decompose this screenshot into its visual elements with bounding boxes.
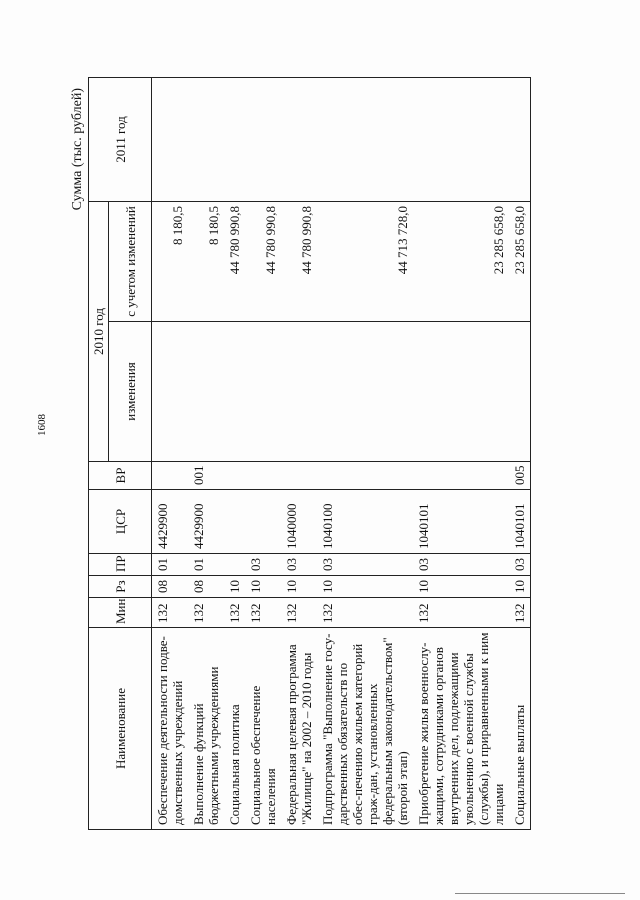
cell-rz: 10 (317, 576, 413, 598)
cell-pr: 03 (509, 554, 531, 576)
cell-pr: 01 (152, 554, 189, 576)
cell-2011 (245, 78, 281, 202)
cell-changes (317, 322, 413, 462)
header-name: Наименование (89, 628, 152, 830)
cell-min: 132 (317, 598, 413, 628)
table-row (245, 78, 281, 830)
table-row (224, 78, 245, 830)
cell-csr: 1040101 (413, 490, 509, 554)
cell-2011 (188, 78, 224, 202)
table-header (89, 78, 152, 830)
table-row (317, 78, 413, 830)
cell-changes (281, 322, 317, 462)
cell-vr (245, 462, 281, 490)
cell-name: Федеральная целевая программа "Жилище" на 2002 – 2010 годы (281, 628, 317, 830)
cell-2011 (152, 78, 189, 202)
cell-csr (245, 490, 281, 554)
cell-min: 132 (152, 598, 189, 628)
table-row (188, 78, 224, 830)
cell-rz: 10 (509, 576, 531, 598)
units-caption: Сумма (тыс. рублей) (70, 88, 85, 211)
header-year-2010: 2010 год (89, 202, 109, 462)
cell-changes (152, 322, 189, 462)
cell-rz: 08 (188, 576, 224, 598)
cell-csr: 1040100 (317, 490, 413, 554)
cell-with-changes: 44 780 990,8 (245, 202, 281, 322)
cell-pr: 03 (317, 554, 413, 576)
cell-with-changes: 8 180,5 (152, 202, 189, 322)
cell-name: Социальное обеспечение населения (245, 628, 281, 830)
cell-2011 (281, 78, 317, 202)
cell-with-changes: 23 285 658,0 (413, 202, 509, 322)
cell-2011 (509, 78, 531, 202)
cell-with-changes: 44 780 990,8 (224, 202, 245, 322)
cell-csr (224, 490, 245, 554)
table-row (152, 78, 189, 830)
cell-with-changes: 23 285 658,0 (509, 202, 531, 322)
cell-min: 132 (281, 598, 317, 628)
cell-min: 132 (245, 598, 281, 628)
cell-2011 (224, 78, 245, 202)
header-csr: ЦСР (89, 490, 152, 554)
table-row (281, 78, 317, 830)
cell-rz: 10 (224, 576, 245, 598)
cell-vr: 005 (509, 462, 531, 490)
cell-name: Обеспечение деятельности подве-домственных учреждений (152, 628, 189, 830)
table-body (152, 78, 531, 830)
cell-rz: 10 (413, 576, 509, 598)
budget-table (88, 77, 531, 830)
cell-csr: 4429900 (188, 490, 224, 554)
cell-vr (281, 462, 317, 490)
header-min: Мин (89, 598, 152, 628)
cell-with-changes: 44 713 728,0 (317, 202, 413, 322)
cell-vr (224, 462, 245, 490)
cell-csr: 4429900 (152, 490, 189, 554)
cell-min: 132 (188, 598, 224, 628)
cell-min: 132 (224, 598, 245, 628)
table-row (509, 78, 531, 830)
cell-pr: 03 (245, 554, 281, 576)
cell-min: 132 (509, 598, 531, 628)
cell-2011 (413, 78, 509, 202)
header-changes: изменения (109, 322, 152, 462)
cell-2011 (317, 78, 413, 202)
cell-pr (224, 554, 245, 576)
cell-csr: 1040101 (509, 490, 531, 554)
table-row (413, 78, 509, 830)
cell-rz: 08 (152, 576, 189, 598)
cell-changes (188, 322, 224, 462)
cell-pr: 01 (188, 554, 224, 576)
header-year-2011: 2011 год (89, 78, 152, 202)
cell-rz: 10 (281, 576, 317, 598)
cell-vr (317, 462, 413, 490)
footer-rule (455, 893, 625, 894)
cell-min: 132 (413, 598, 509, 628)
cell-name: Социальная политика (224, 628, 245, 830)
cell-pr: 03 (281, 554, 317, 576)
cell-name: Приобретение жилья военнослу-жащими, сотрудниками органов внутренних дел, подлежащими увольнению с военной службы (службы), и приравненными к ним лицами (413, 628, 509, 830)
cell-with-changes: 44 780 990,8 (281, 202, 317, 322)
cell-name: Социальные выплаты (509, 628, 531, 830)
cell-changes (509, 322, 531, 462)
cell-rz: 10 (245, 576, 281, 598)
cell-vr (413, 462, 509, 490)
cell-with-changes: 8 180,5 (188, 202, 224, 322)
cell-name: Выполнение функций бюджетными учреждениями (188, 628, 224, 830)
header-rz: Рз (89, 576, 152, 598)
cell-changes (224, 322, 245, 462)
header-vr: ВР (89, 462, 152, 490)
cell-changes (413, 322, 509, 462)
cell-pr: 03 (413, 554, 509, 576)
page-number: 1608 (36, 414, 48, 436)
cell-csr: 1040000 (281, 490, 317, 554)
header-pr: ПР (89, 554, 152, 576)
cell-name: Подпрограмма "Выполнение госу-дарственных обязательств по обес-печению жильем категорий граж-дан, установленных федеральным законодательством" (второй этап) (317, 628, 413, 830)
cell-vr (152, 462, 189, 490)
cell-vr: 001 (188, 462, 224, 490)
cell-changes (245, 322, 281, 462)
header-with-changes: с учетом изменений (109, 202, 152, 322)
